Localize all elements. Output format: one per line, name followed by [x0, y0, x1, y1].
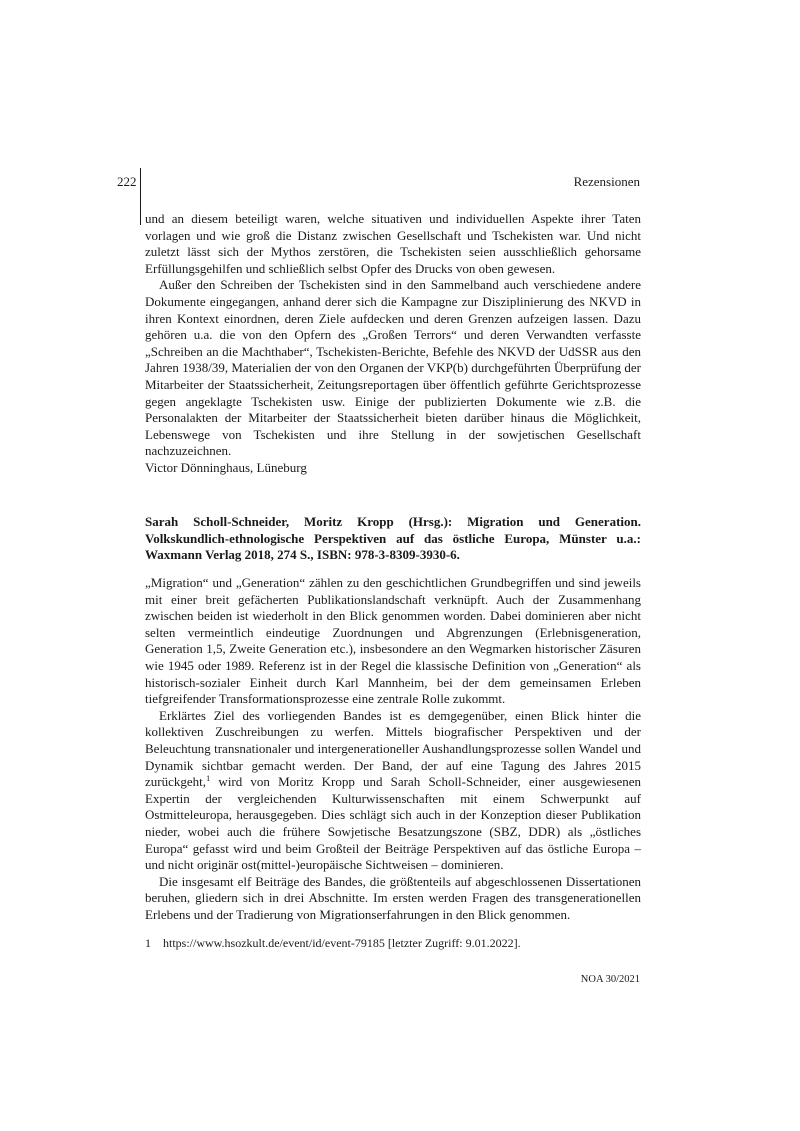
running-head: Rezensionen [573, 174, 640, 189]
paragraph [145, 708, 641, 874]
paragraph-text: Erklärtes Ziel des vorliegenden Bandes ist es demgegenüber, einen Blick hinter die kollektiven Zuschreibungen zu werfen. Mittels biografischer Perspektiven und der Beleuchtung transnationaler und intergenerationeller Aushandlungsprozesse sollen Wandel und Dynamik sichtbar gemacht werden. Der Band, der auf eine Tagung des Jahres 2015 zurückgeht, [145, 707, 641, 790]
page-number: 222 [117, 174, 137, 189]
footnote-text: https://www.hsozkult.de/event/id/event-79185 [letzter Zugriff: 9.01.2022]. [163, 936, 521, 950]
paragraph: und an diesem beteiligt waren, welche situativen und individuellen Aspekte ihrer Taten vorlagen und wie groß die Distanz zwischen Gesellschaft und Tschekisten war. Und nicht zuletzt lässt sich der Mythos zerstören, die Tschekisten seien ausschließlich gehorsame Erfüllungsgehilfen und schließlich selbst Opfer des Drucks von oben gewesen. [145, 211, 641, 276]
footnote [145, 936, 641, 951]
footnote-number: 1 [145, 936, 151, 950]
paragraph: Außer den Schreiben der Tschekisten sind in den Sammelband auch verschiedene andere Dokumente eingegangen, anhand derer sich die Kampagne zur Disziplinierung des NKVD in ihren Kontext einordnen, deren Ziele aufdecken und deren Grenzen aufzeigen lassen. Dazu gehören u.a. die von den Opfern des „Großen Terrors“ und deren Verwandten verfasste „Schreiben an die Machthaber“, Tschekisten-Berichte, Befehle des NKVD der UdSSR aus den Jahren 1938/39, Materialien der von den Organen der VKP(b) durchgeführten Überprüfung der Mitarbeiter der Staatssicherheit, Zeitungsreportagen über öffentlich geführte Gerichtsprozesse gegen angeklagte Tschekisten usw. Einige der publizierten Dokumente wie z.B. die Personalakten der Mitarbeiter der Staatssicherheit bieten darüber hinaus die Möglichkeit, Lebenswege von Tschekisten und ihre Stellung in der sowjetischen Gesellschaft nachzuzeichnen. [145, 277, 641, 459]
paragraph-text: wird von Moritz Kropp und Sarah Scholl-Schneider, einer ausgewiesenen Expertin der vergleichenden Kulturwissenschaften mit einem Schwerpunkt auf Ostmitteleuropa, herausgegeben. Dies schlägt sich auch in der Konzeption dieser Publikation nieder, wobei auch die frühere Sowjetische Besatzungszone (SBZ, DDR) als „östliches Europa“ gefasst wird und beim Großteil der Beiträge Perspektiven auf das östliche Europa – und nicht originär ost(mittel-)europäische Sichtweisen – dominieren. [145, 774, 641, 873]
paragraph: „Migration“ und „Generation“ zählen zu den geschichtlichen Grundbegriffen und sind jeweils mit einer breit gefächerten Publikationslandschaft verknüpft. Auch der Zusammenhang zwischen beiden ist wiederholt in den Blick genommen worden. Dabei dominieren aber nicht selten vermeintlich eindeutige Zuordnungen und Abgrenzungen (Erlebnisgeneration, Generation 1,5, Zweite Generation etc.), insbesondere an den Wegmarken historischer Zäsuren wie 1945 oder 1989. Referenz ist in der Regel die klassische Definition von „Generation“ als historisch-sozialer Einheit durch Karl Mannheim, bei der dem gemeinsamen Erleben tiefgreifender Transformationsprozesse eine zentrale Rolle zukommt. [145, 575, 641, 707]
paragraph: Die insgesamt elf Beiträge des Bandes, die größtenteils auf abgeschlossenen Dissertationen beruhen, gliedern sich in drei Abschnitte. Im ersten werden Fragen des transgenerationellen Erlebens und der Tradierung von Migrationserfahrungen in den Blick genommen. [145, 873, 641, 922]
review-body [145, 575, 641, 923]
footnote-marker: 1 [206, 773, 211, 784]
header-rule [140, 168, 141, 225]
journal-issue: NOA 30/2021 [580, 974, 640, 985]
review-heading: Sarah Scholl-Schneider, Moritz Kropp (Hrsg.): Migration und Generation. Volkskundlich-ethnologische Perspektiven auf das östliche Europa, Münster u.a.: Waxmann Verlag 2018, 274 S., ISBN: 978-3-8309-3930-6. [145, 514, 641, 563]
reviewer-signature: Victor Dönninghaus, Lüneburg [145, 459, 307, 475]
previous-review-body [145, 211, 641, 477]
